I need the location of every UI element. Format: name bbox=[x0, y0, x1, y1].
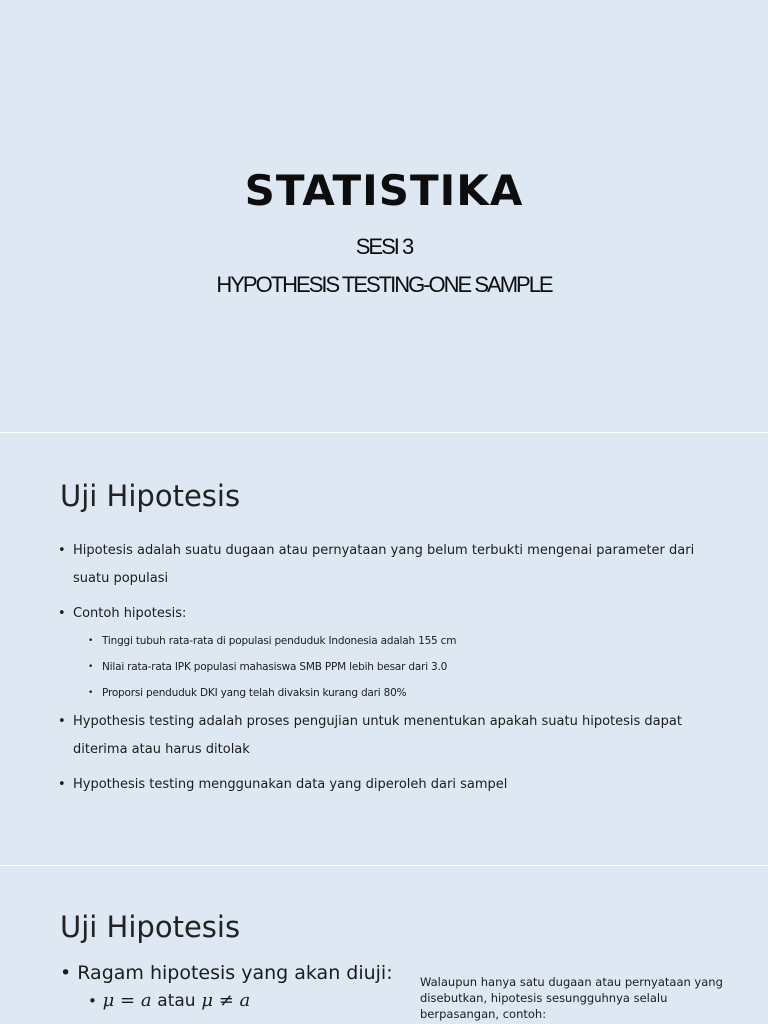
formula-left: μ = a bbox=[102, 990, 152, 1011]
bullet-item bbox=[58, 771, 718, 799]
formula-right: μ ≠ a bbox=[201, 990, 251, 1011]
bullet-text: Hypothesis testing adalah proses pengujian untuk menentukan apakah suatu hipotesis dapat diterima atau harus ditolak bbox=[73, 714, 682, 757]
bullet-dot-icon: • bbox=[88, 662, 94, 672]
bullet-dot-icon: • bbox=[58, 543, 66, 558]
bullet-item bbox=[60, 962, 393, 984]
sub-bullet-text: Proporsi penduduk DKI yang telah divaksin kurang dari 80% bbox=[102, 687, 407, 699]
sub-bullet-item bbox=[58, 654, 718, 680]
bullet-dot-icon: • bbox=[58, 714, 66, 729]
bullet-item bbox=[58, 708, 718, 764]
bullet-text: Ragam hipotesis yang akan diuji: bbox=[77, 962, 393, 984]
bullet-dot-icon: • bbox=[88, 688, 94, 698]
formula-connector: atau bbox=[157, 991, 196, 1011]
content-slide-1 bbox=[0, 433, 768, 865]
bullet-list bbox=[58, 537, 718, 806]
bullet-text: Contoh hipotesis: bbox=[73, 606, 187, 621]
side-note: Walaupun hanya satu dugaan atau pernyataan yang disebutkan, hipotesis sesungguhnya selalu berpasangan, contoh: bbox=[420, 975, 723, 1021]
sub-bullet-text: Tinggi tubuh rata-rata di populasi penduduk Indonesia adalah 155 cm bbox=[102, 635, 457, 647]
session-label: SESI 3 bbox=[355, 234, 413, 259]
bullet-text: Hipotesis adalah suatu dugaan atau pernyataan yang belum terbukti mengenai parameter dari suatu populasi bbox=[73, 543, 695, 586]
bullet-item bbox=[58, 600, 718, 628]
topic-subtitle: HYPOTHESIS TESTING-ONE SAMPLE bbox=[216, 272, 552, 297]
slide-title: STATISTIKA bbox=[244, 166, 524, 215]
title-slide bbox=[0, 0, 768, 432]
hypothesis-formula bbox=[88, 990, 250, 1011]
bullet-dot-icon: • bbox=[58, 606, 66, 621]
slide-heading: Uji Hipotesis bbox=[60, 479, 241, 513]
bullet-dot-icon: • bbox=[60, 962, 72, 984]
content-slide-2 bbox=[0, 866, 768, 1024]
sub-bullet-item bbox=[58, 680, 718, 706]
bullet-dot-icon: • bbox=[88, 992, 97, 1010]
sub-bullet-text: Nilai rata-rata IPK populasi mahasiswa SMB PPM lebih besar dari 3.0 bbox=[102, 661, 448, 673]
sub-bullet-item bbox=[58, 628, 718, 654]
bullet-item bbox=[58, 537, 718, 593]
sub-bullet-list bbox=[58, 628, 718, 706]
bullet-dot-icon: • bbox=[88, 636, 94, 646]
bullet-text: Hypothesis testing menggunakan data yang diperoleh dari sampel bbox=[73, 777, 508, 792]
bullet-dot-icon: • bbox=[58, 777, 66, 792]
slide-heading: Uji Hipotesis bbox=[60, 910, 241, 944]
